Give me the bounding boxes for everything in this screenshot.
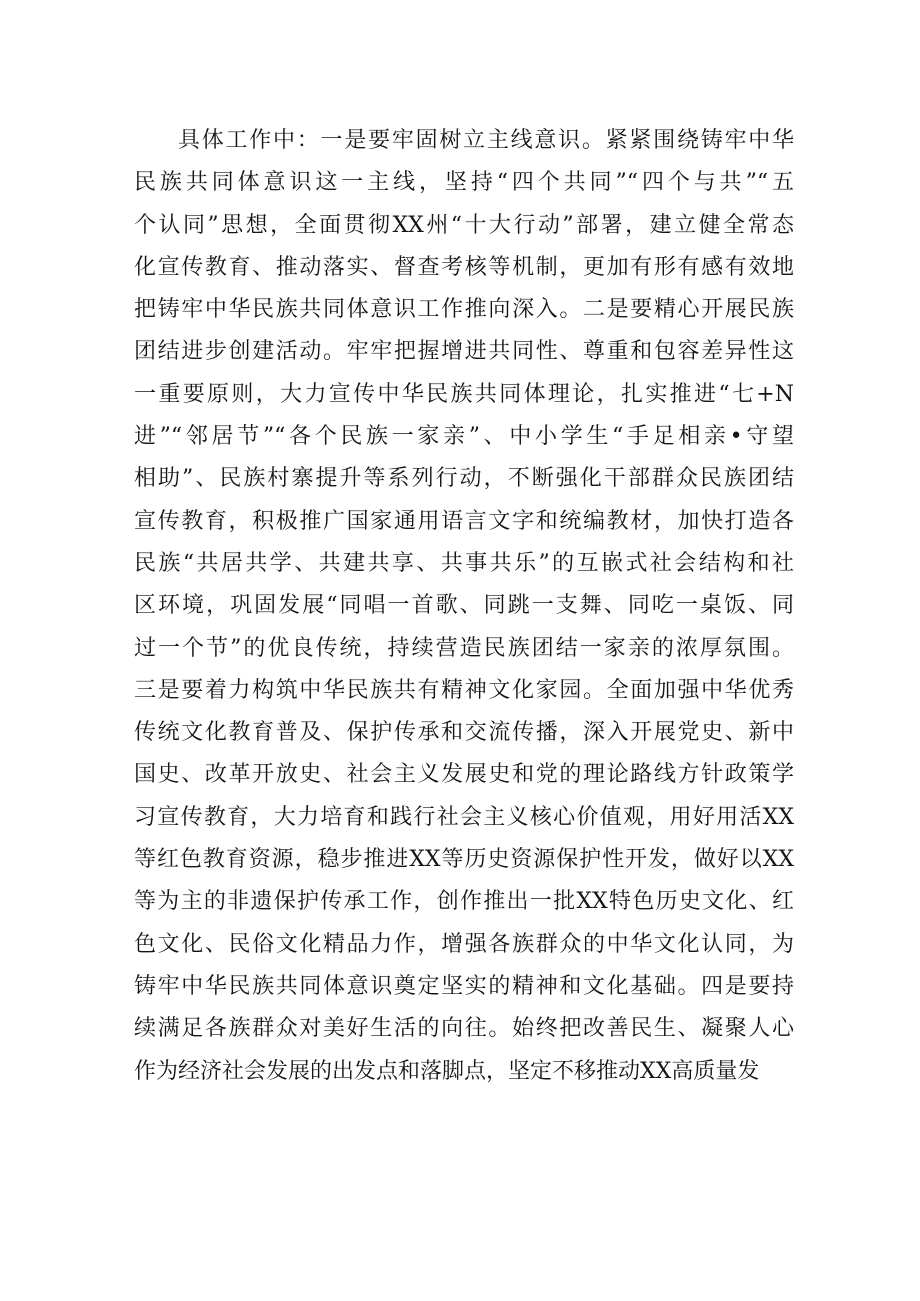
- paragraph-line: 宣传教育，积极推广国家通用语言文字和统编教材，加快打造各: [134, 508, 794, 534]
- paragraph-line: 具体工作中：一是要牢固树立主线意识。紧紧围绕铸牢中华: [178, 128, 794, 153]
- paragraph-line: 民族共同体意识这一主线，坚持“四个共同”“四个与共”“五: [134, 170, 794, 196]
- paragraph-line: 个认同”思想，全面贯彻XX州“十大行动”部署，建立健全常态: [134, 212, 794, 238]
- paragraph-line: 过一个节”的优良传统，持续营造民族团结一家亲的浓厚氛围。: [134, 635, 794, 661]
- paragraph-line: 团结进步创建活动。牢牢把握增进共同性、尊重和包容差异性这: [134, 339, 794, 365]
- paragraph-line: 习宣传教育，大力培育和践行社会主义核心价值观，用好用活XX: [134, 804, 794, 830]
- paragraph-line: 民族“共居共学、共建共享、共事共乐”的互嵌式社会结构和社: [134, 550, 794, 576]
- paragraph-line: 化宣传教育、推动落实、督查考核等机制，更加有形有感有效地: [134, 254, 794, 280]
- paragraph-line: 续满足各族群众对美好生活的向往。始终把改善民生、凝聚人心: [134, 1016, 794, 1042]
- paragraph-line: 相助”、民族村寨提升等系列行动，不断强化干部群众民族团结: [134, 466, 794, 492]
- paragraph-line: 作为经济社会发展的出发点和落脚点，坚定不移推动XX高质量发: [134, 1058, 760, 1084]
- paragraph-line: 进”“邻居节”“各个民族一家亲”、中小学生“手足相亲•守望: [134, 424, 794, 450]
- paragraph-line: 等红色教育资源，稳步推进XX等历史资源保护性开发，做好以XX: [134, 847, 794, 873]
- paragraph-line: 三是要着力构筑中华民族共有精神文化家园。全面加强中华优秀: [134, 677, 794, 703]
- paragraph-line: 等为主的非遗保护传承工作，创作推出一批XX特色历史文化、红: [134, 889, 794, 915]
- paragraph-line: 把铸牢中华民族共同体意识工作推向深入。二是要精心开展民族: [134, 297, 794, 323]
- paragraph-line: 色文化、民俗文化精品力作，增强各族群众的中华文化认同，为: [134, 931, 794, 957]
- paragraph-line: 铸牢中华民族共同体意识奠定坚实的精神和文化基础。四是要持: [134, 973, 794, 999]
- paragraph-line: 传统文化教育普及、保护传承和交流传播，深入开展党史、新中: [134, 720, 794, 746]
- paragraph-line: 一重要原则，大力宣传中华民族共同体理论，扎实推进“七+N: [134, 381, 794, 407]
- paragraph-line: 区环境，巩固发展“同唱一首歌、同跳一支舞、同吃一桌饭、同: [134, 593, 794, 619]
- body-paragraph: [134, 120, 794, 1093]
- paragraph-line: 国史、改革开放史、社会主义发展史和党的理论路线方针政策学: [134, 762, 794, 788]
